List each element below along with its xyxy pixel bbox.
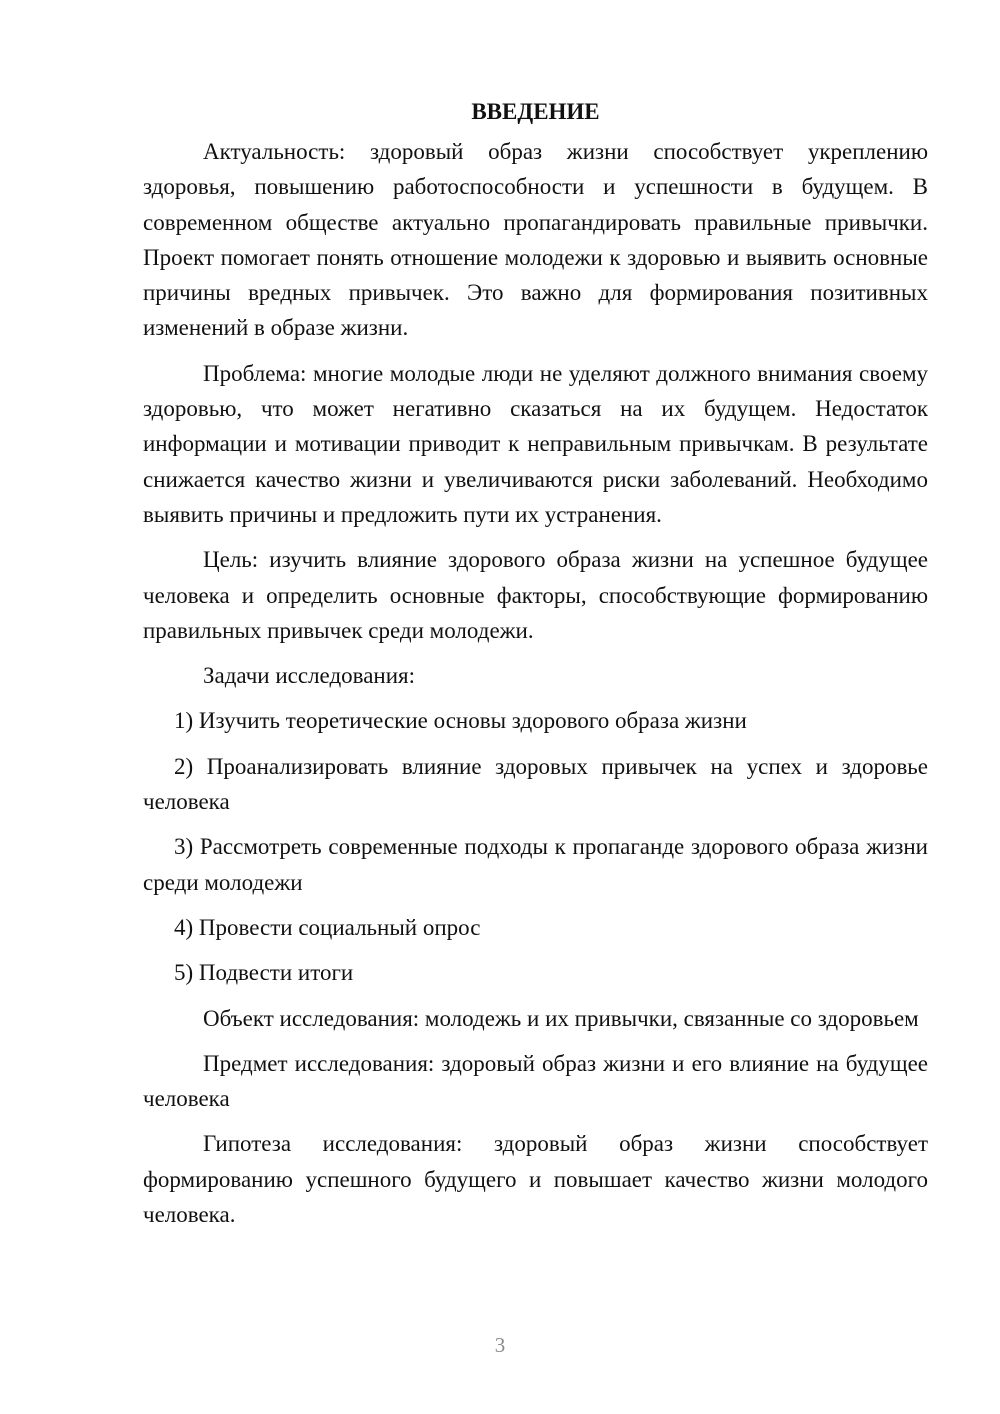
tasks-heading: Задачи исследования: <box>203 663 416 689</box>
problem-paragraph: Проблема: многие молодые люди не уделяют должного внимания своему здоровью, что может негативно сказаться на их будущем. Недостаток информации и мотивации приводит к неправильным привычкам. В результате снижается качество жизни и увеличиваются риски заболеваний. Необходимо выявить причины и предложить пути их устранения. <box>143 360 928 527</box>
subject-paragraph: Предмет исследования: здоровый образ жизни и его влияние на будущее человека <box>143 1050 928 1112</box>
task-item: 4) Провести социальный опрос <box>174 914 481 940</box>
document-page <box>143 94 928 1242</box>
task-item: 5) Подвести итоги <box>174 960 354 986</box>
section-title: ВВЕДЕНИЕ <box>471 99 600 124</box>
relevance-paragraph: Актуальность: здоровый образ жизни способствует укреплению здоровья, повышению работоспособности и успешности в будущем. В современном обществе актуально пропагандировать правильные привычки. Проект помогает понять отношение молодежи к здоровью и выявить основные причины вредных привычек. Это важно для формирования позитивных изменений в образе жизни. <box>143 139 928 341</box>
hypothesis-paragraph: Гипотеза исследования: здоровый образ жизни способствует формированию успешного будущего и повышает качество жизни молодого человека. <box>143 1131 928 1228</box>
task-item: 3) Рассмотреть современные подходы к пропаганде здорового образа жизни среди молодежи <box>143 834 928 895</box>
page-number: 3 <box>494 1333 506 1357</box>
goal-paragraph: Цель: изучить влияние здорового образа жизни на успешное будущее человека и определить основные факторы, способствующие формированию правильных привычек среди молодежи. <box>143 547 928 643</box>
tasks-list <box>143 703 928 990</box>
object-paragraph: Объект исследования: молодежь и их привычки, связанные со здоровьем <box>203 1005 919 1031</box>
task-item: 1) Изучить теоретические основы здорового образа жизни <box>174 708 747 734</box>
task-item: 2) Проанализировать влияние здоровых привычек на успех и здоровье человека <box>143 753 928 815</box>
